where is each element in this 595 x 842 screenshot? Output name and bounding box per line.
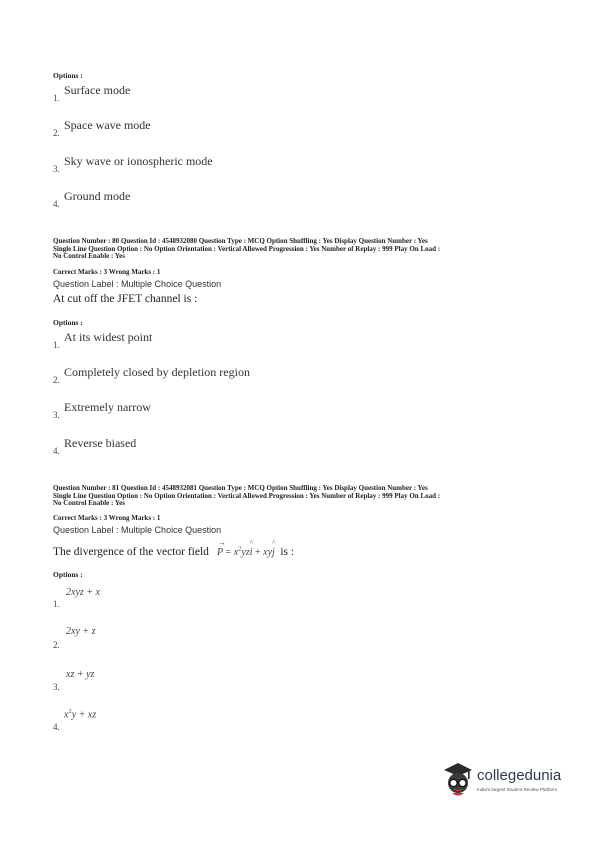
vector-field-formula: P → = $x^2yzi$ ^ + xyj ^ <box>216 538 276 558</box>
option-number: 4. <box>53 446 60 456</box>
question-text-line <box>53 538 295 560</box>
metadata-line: Single Line Question Option : No Option Orientation : Vertical Allowed Progression : Yes Number of Replay : 999 Play On Load : <box>53 491 441 500</box>
metadata-line: Single Line Question Option : No Option Orientation : Vertical Allowed Progression : Yes Number of Replay : 999 Play On Load : <box>53 244 441 253</box>
option-number: 3. <box>53 682 60 692</box>
option-text: Space wave mode <box>64 118 151 132</box>
question-text: The divergence of the vector field <box>53 546 209 558</box>
option-number: 2. <box>53 128 60 138</box>
logo-name: collegedunia <box>477 767 562 784</box>
option-number: 3. <box>53 164 60 174</box>
option-number: 3. <box>53 410 60 420</box>
option-number: 1. <box>53 340 60 350</box>
option-number: 2. <box>53 640 60 650</box>
options-label: Options : <box>53 570 83 579</box>
marks-info: Correct Marks : 3 Wrong Marks : 1 <box>53 514 161 522</box>
metadata-line: No Control Enable : Yes <box>53 252 125 261</box>
metadata-line: No Control Enable : Yes <box>53 499 125 508</box>
question-text-suffix: is : <box>280 546 295 558</box>
option-formula: xz + yz <box>66 669 95 680</box>
collegedunia-logo <box>441 760 576 805</box>
mascot-icon <box>441 760 475 800</box>
option-number: 4. <box>53 722 60 732</box>
option-formula: 2xyz + x <box>66 587 100 598</box>
option-number: 2. <box>53 375 60 385</box>
metadata-line: Question Number : 80 Question Id : 4548932080 Question Type : MCQ Option Shuffling : Yes Display Question Number : Yes <box>53 237 428 245</box>
option-text: Completely closed by depletion region <box>64 365 250 379</box>
option-number: 4. <box>53 199 60 209</box>
question-label: Question Label : Multiple Choice Question <box>53 279 222 289</box>
question-metadata <box>53 485 553 508</box>
option-text: Sky wave or ionospheric mode <box>64 154 213 168</box>
option-formula: 2xy + z <box>66 626 96 637</box>
option-formula: $x^2y$ + xz <box>64 708 97 721</box>
option-text: Reverse biased <box>64 436 137 450</box>
option-number: 1. <box>53 599 60 609</box>
question-text: At cut off the JFET channel is : <box>53 293 198 305</box>
option-text: Surface mode <box>64 83 131 97</box>
question-label: Question Label : Multiple Choice Question <box>53 525 222 535</box>
option-text: At its widest point <box>64 330 153 344</box>
options-label: Options : <box>53 71 83 80</box>
metadata-line: Question Number : 81 Question Id : 4548932081 Question Type : MCQ Option Shuffling : Yes Display Question Number : Yes <box>53 484 428 492</box>
option-text: Extremely narrow <box>64 400 151 414</box>
question-metadata <box>53 238 553 261</box>
option-text: Ground mode <box>64 189 131 203</box>
logo-tagline: India's largest Student Review Platform <box>477 787 558 792</box>
options-label: Options : <box>53 318 83 327</box>
option-number: 1. <box>53 93 60 103</box>
marks-info: Correct Marks : 3 Wrong Marks : 1 <box>53 268 161 276</box>
